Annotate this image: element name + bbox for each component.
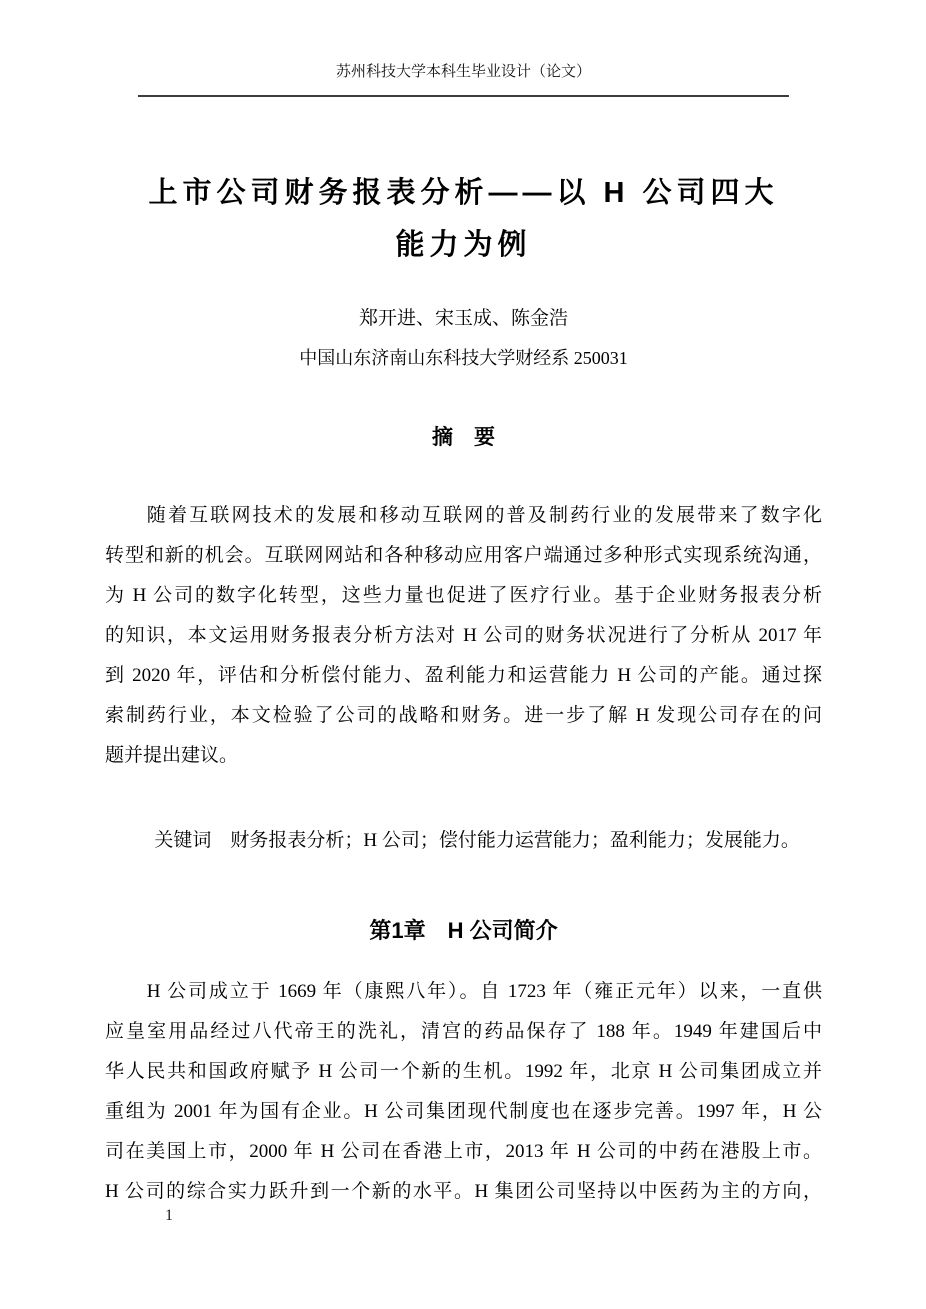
authors-line: 郑开进、宋玉成、陈金浩	[358, 308, 568, 329]
chapter-line: 华人民共和国政府赋予 H 公司一个新的生机。1992 年，北京 H 公司集团成立并	[105, 1061, 822, 1082]
abstract-line: 为 H 公司的数字化转型，这些力量也促进了医疗行业。基于企业财务报表分析	[105, 585, 822, 606]
chapter-line: H 公司成立于 1669 年（康熙八年）。自 1723 年（雍正元年）以来，一直供	[146, 981, 822, 1002]
paper-title-line-1: 上市公司财务报表分析——以 H 公司四大	[148, 177, 779, 209]
abstract-line: 转型和新的机会。互联网网站和各种移动应用客户端通过多种形式实现系统沟通，	[105, 545, 822, 566]
chapter-line: 司在美国上市，2000 年 H 公司在香港上市，2013 年 H 公司的中药在港股上市。	[105, 1141, 822, 1162]
abstract-line: 题并提出建议。	[105, 745, 239, 766]
running-header: 苏州科技大学本科生毕业设计（论文）	[335, 64, 591, 80]
abstract-line: 到 2020 年，评估和分析偿付能力、盈利能力和运营能力 H 公司的产能。通过探	[105, 665, 822, 686]
paper-title-line-2: 能力为例	[395, 229, 532, 261]
page-number: 1	[165, 1207, 173, 1224]
keywords-line: 关键词 财务报表分析；H 公司；偿付能力运营能力；盈利能力；发展能力。	[154, 830, 800, 851]
chapter-heading: 第1章 H 公司简介	[369, 918, 558, 943]
chapter-line: 重组为 2001 年为国有企业。H 公司集团现代制度也在逐步完善。1997 年，H 公	[105, 1101, 822, 1122]
abstract-paragraph	[105, 496, 822, 776]
chapter-line: 应皇室用品经过八代帝王的洗礼，清宫的药品保存了 188 年。1949 年建国后中	[105, 1021, 822, 1042]
chapter-line: H 公司的综合实力跃升到一个新的水平。H 集团公司坚持以中医药为主的方向，	[105, 1181, 822, 1202]
abstract-line: 的知识，本文运用财务报表分析方法对 H 公司的财务状况进行了分析从 2017 年	[105, 625, 822, 646]
header-divider	[138, 95, 789, 97]
abstract-line: 索制药行业，本文检验了公司的战略和财务。进一步了解 H 发现公司存在的问	[105, 705, 822, 726]
affiliation-line: 中国山东济南山东科技大学财经系 250031	[299, 348, 628, 368]
chapter-paragraph	[105, 972, 822, 1212]
abstract-line: 随着互联网技术的发展和移动互联网的普及制药行业的发展带来了数字化	[146, 505, 822, 526]
abstract-heading: 摘 要	[432, 426, 495, 449]
paper-title	[105, 167, 822, 271]
